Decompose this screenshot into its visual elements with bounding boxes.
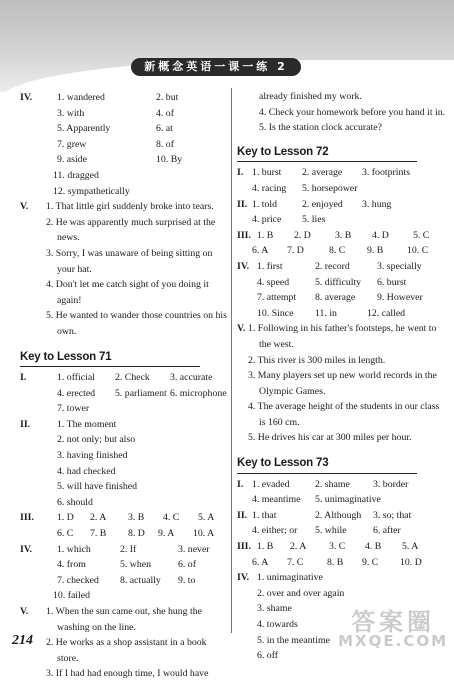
answer: 3. specially [377,260,422,272]
lesson72-section-i [237,165,447,196]
answer-row [20,573,228,589]
answer: 1. told [252,198,278,210]
answer: 7. attempt [257,292,297,304]
lesson73-section-ii [237,508,447,539]
answer: 12. called [367,307,406,319]
answer: 9. C [362,556,379,568]
answer-row [237,508,447,524]
sentence-answer: 4. Check your homework before you hand it in. [259,106,446,118]
answer: 5. will have finished [57,481,137,493]
roman-numeral: II. [20,418,31,430]
answer: 4. speed [257,276,290,288]
answer: 6. of [178,559,196,571]
watermark-url: MXQE.COM [338,632,448,650]
site-watermark-logo [338,610,448,649]
answer-row [237,539,447,555]
answer-row [20,510,228,526]
lesson71-continuation [237,89,447,136]
answer: 3. B [335,229,352,241]
lesson71-section-v [20,604,228,682]
answer: 5. lies [302,214,326,226]
answer-row [20,370,228,386]
answer-row [237,523,447,539]
answer-row [237,477,447,493]
answer-row [20,526,228,542]
answer: 6. microphone [170,387,227,399]
answer: 1. evaded [252,478,290,490]
answer-row [20,152,228,168]
answer: 4. of [156,107,174,119]
roman-numeral: I. [237,478,244,490]
lesson-71-heading: Key to Lesson 71 [20,350,200,368]
watermark-chinese: 答案圈 [351,608,436,636]
sentence-answer: 1. That little girl suddenly broke into tears. [46,201,214,213]
answer: 8. average [315,292,356,304]
left-column [20,90,228,682]
answer: 2. Check [115,372,150,384]
answer: 2. record [315,260,350,272]
answer: 3. never [178,543,210,555]
section-v-lesson70 [20,199,228,339]
answer: 7. grew [57,138,87,150]
roman-numeral: II. [237,509,248,521]
book-title: 新概念英语一课一练 2 [131,58,301,76]
roman-numeral: I. [237,167,244,179]
answer-row [20,168,228,184]
answer: 7. B [90,528,107,540]
answer-row [20,90,228,106]
lesson72-section-iii [237,228,447,259]
sentence-answer: 2. He works as a shop assistant in a book store. [46,637,207,664]
lesson73-section-iii [237,539,447,570]
answer: 1. D [57,512,74,524]
sentence-answer: 2. He was apparently much surprised at the news. [46,216,216,244]
answer: 4. C [163,512,180,524]
column-divider [231,88,232,633]
answer-row [20,137,228,153]
answer-row [20,184,228,200]
answer: 2. but [156,92,179,103]
answer-row [20,401,228,417]
answer-row [20,386,228,402]
answer: 6. burst [377,276,407,288]
answer: 7. checked [57,574,99,586]
answer: 6. at [156,123,173,135]
answer: 2. over and over again [257,587,345,599]
answer: 2. If [120,543,137,555]
answer: 1. burst [252,167,282,179]
answer: 8. actually [120,574,161,586]
answer: 5. A [402,541,419,553]
lesson-73-heading: Key to Lesson 73 [237,456,417,474]
answer: 5. A [198,512,215,524]
answer: 4. racing [252,182,287,194]
answer: 2. D [294,229,311,241]
answer-row [20,121,228,137]
answer: 5. when [120,559,152,571]
answer: 2. not only; but also [57,434,136,446]
answer-row [237,212,447,228]
roman-numeral: III. [20,512,34,524]
answer: 1. that [252,509,277,521]
answer-row [237,306,447,322]
roman-numeral: V. [20,606,29,617]
answer-row [237,197,447,213]
sentence-answer: 4. Don't let me catch sight of you doing it again! [46,279,209,306]
answer: 3. border [373,478,409,490]
answer: 3. having finished [57,450,128,462]
answer: 9. However [377,292,423,304]
roman-numeral: IV. [20,92,33,103]
answer-row [237,492,447,508]
answer: 5. Apparently [57,123,111,135]
roman-numeral: V. [237,323,246,335]
answer: 11. in [315,307,337,319]
answer: 5. unimaginative [315,494,381,506]
roman-numeral: II. [237,198,248,210]
answer: 3. accurate [170,372,213,384]
page-number: 214 [12,633,33,648]
answer: 10. A [193,528,215,540]
lesson73-section-i [237,477,447,508]
answer: 4. towards [257,619,298,630]
answer: 5. horsepower [302,182,358,194]
answer: 8. C [329,245,346,257]
roman-numeral: III. [237,229,251,241]
answer: 3. C [329,541,346,553]
answer: 6. off [257,650,279,662]
answer: 1. which [57,543,91,555]
answer: 8. D [128,528,145,540]
answer: 8. of [156,138,174,150]
answer: 4. B [365,541,382,553]
roman-numeral: V. [20,201,29,213]
answer: 5. parliament [115,387,167,399]
answer: 1. first [257,260,283,272]
sentence-answer: 3. If I had had enough time, I would have [46,668,209,680]
sentence-answer: 3. Many players set up new world records in the Olympic Games. [248,370,437,397]
answer: 6. after [373,525,401,537]
answer: 6. A [252,245,269,257]
answer: 2. A [290,541,307,553]
answer: 6. should [57,496,93,508]
answer: 5. difficulty [315,276,362,288]
answer-row [20,557,228,573]
answer: 6. C [57,528,74,540]
answer: 4. D [372,229,389,241]
lesson72-section-ii [237,197,447,228]
answer: 7. tower [57,403,90,415]
roman-numeral: IV. [237,572,250,584]
answer: 3. B [128,512,145,524]
answer: 7. D [287,245,304,257]
answer: 5. C [413,229,430,241]
answer-row [237,165,447,181]
answer-row [237,290,447,306]
answer: 2. shame [315,478,350,490]
roman-numeral: I. [20,372,27,384]
answer: 8. B [327,556,344,568]
lesson72-section-iv [237,259,447,321]
answer: 4. from [57,559,86,571]
answer: 9. B [367,245,384,257]
lesson72-section-v [237,321,447,446]
answer-row [237,243,447,259]
answer-row [20,106,228,122]
sentence-answer: 5. He wanted to wander those countries on his own. [46,310,227,337]
answer: 6. A [252,556,269,568]
lesson71-section-iii [20,510,228,541]
lesson71-section-i [20,370,228,417]
lesson71-section-ii [20,417,228,511]
section-iv-lesson70 [20,90,228,199]
answer: 3. footprints [362,167,410,179]
answer: 12. sympathetically [53,185,130,197]
sentence-answer: 5. He drives his car at 300 miles per hour. [248,432,412,444]
sentence-answer: 2. This river is 300 miles in length. [248,354,386,366]
lesson-72-heading: Key to Lesson 72 [237,145,417,163]
sentence-answer: 1. Following in his father's footsteps, he went to the west. [248,323,437,350]
answer: 10. By [156,154,183,166]
answer: 10. D [400,556,422,568]
answer: 2. average [302,167,343,179]
answer-row [237,259,447,275]
answer: 10. Since [257,307,294,319]
sentence-answer: 4. The average height of the students in our class is 160 cm. [248,401,440,428]
answer: 2. A [90,512,107,524]
answer: 2. enjoyed [302,198,343,210]
answer: 3. shame [257,603,292,615]
answer: 3. so; that [373,509,412,521]
answer: 4. had checked [57,465,116,477]
answer: 3. hung [362,198,392,210]
sentence-continuation: already finished my work. [259,91,362,102]
lesson71-section-iv [20,542,228,604]
answer: 10. failed [53,590,90,602]
answer: 7. C [287,556,304,568]
sentence-answer: 5. Is the station clock accurate? [259,122,382,134]
answer: 1. official [57,372,95,384]
answer: 1. wandered [57,92,105,103]
roman-numeral: III. [237,541,251,553]
answer: 9. aside [57,154,87,166]
answer: 4. either; or [252,525,298,537]
answer: 10. C [407,245,429,257]
answer-row [237,555,447,571]
answer: 1. The moment [57,418,117,430]
answer: 1. B [257,229,274,241]
answer-row [20,542,228,558]
answer-row [20,588,228,604]
answer: 4. price [252,214,282,226]
answer: 4. erected [57,387,96,399]
answer-row [237,181,447,197]
right-column [237,89,447,664]
answer: 1. B [257,541,274,553]
answer: 5. while [315,525,347,537]
answer: 3. with [57,107,85,119]
roman-numeral: IV. [20,543,33,555]
sentence-answer: 1. When the sun came out, she hung the washing on the line. [46,606,202,633]
roman-numeral: IV. [237,260,250,272]
answer: 9. to [178,574,196,586]
answer: 11. dragged [53,169,99,181]
answer-row [237,228,447,244]
answer: 2. Although [315,509,362,521]
sentence-answer: 3. Sorry, I was unaware of being sitting on your hat. [46,247,213,275]
answer-row [237,275,447,291]
answer: 9. A [158,528,175,540]
answer: 4. meantime [252,494,301,506]
answer: 1. unimaginative [257,572,323,584]
answer: 5. in the meantime [257,634,330,646]
